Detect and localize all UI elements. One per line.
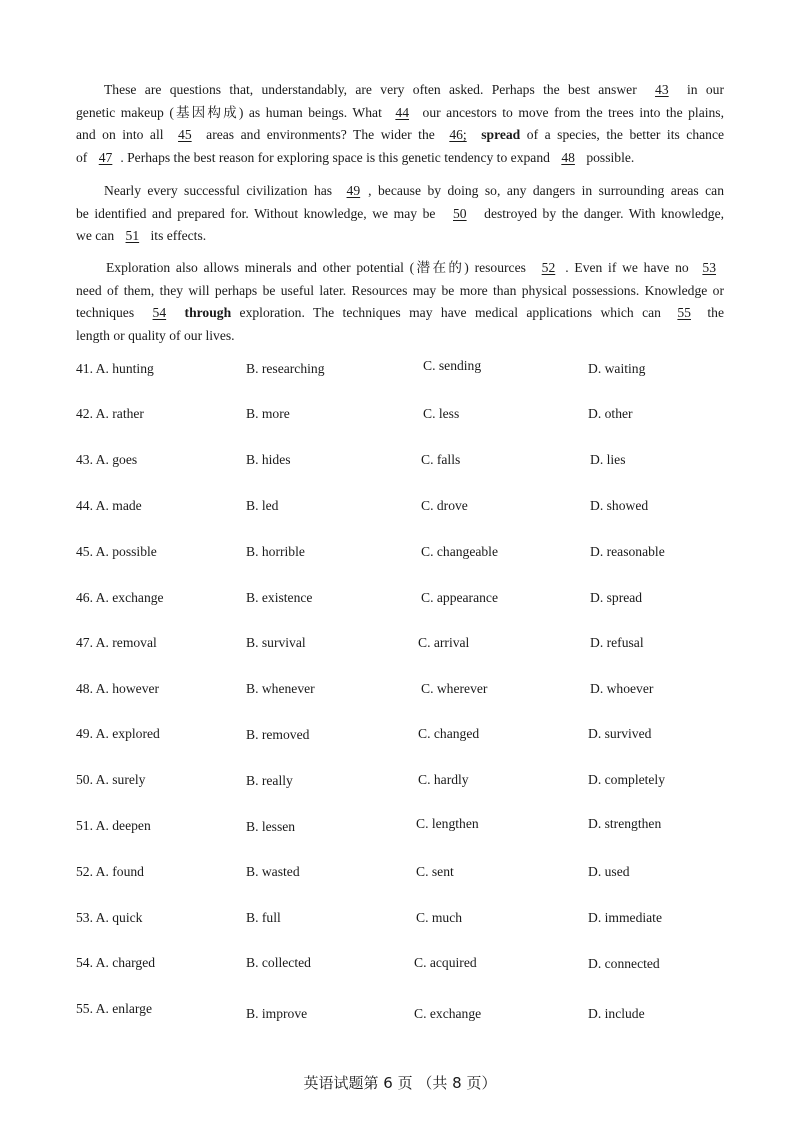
question-47-d: D. refusal: [590, 635, 644, 650]
question-44-b: B. led: [246, 498, 279, 513]
question-47-b: B. survival: [246, 635, 306, 650]
blank-53: 53: [702, 260, 717, 275]
question-42-c: C. less: [423, 406, 460, 421]
question-42-b: B. more: [246, 406, 290, 421]
question-48-a: 48. A. however: [76, 681, 160, 696]
question-54-d: D. connected: [588, 956, 660, 971]
question-51-d: D. strengthen: [588, 816, 662, 831]
blank-50: 50: [453, 205, 467, 221]
question-52-c: C. sent: [416, 864, 454, 879]
question-42-d: D. other: [588, 406, 633, 421]
blank-49: 49: [346, 183, 361, 198]
question-50-c: C. hardly: [418, 772, 469, 787]
question-53-a: 53. A. quick: [76, 910, 143, 925]
passage-paragraph-3: Exploration also allows minerals and other potential (潜在的) resources 52 . Even if we have no 53 need of them, they will perhaps be useful later. Resources may be more than physical possessions. Knowledge or techniques 54 through exploration. The techniques may have medical applications which can 55 the length or quality of our lives.: [76, 260, 724, 343]
question-50-d: D. completely: [588, 772, 666, 787]
page-footer: 英语试题第 6 页 （共 8 页）: [303, 1074, 497, 1092]
question-52-d: D. used: [588, 864, 630, 879]
question-49-b: B. removed: [246, 727, 310, 742]
blank-45: 45: [178, 127, 192, 143]
question-43-b: B. hides: [246, 452, 291, 467]
question-41-d: D. waiting: [588, 361, 646, 376]
question-54-a: 54. A. charged: [76, 955, 156, 970]
question-48-c: C. wherever: [421, 681, 488, 696]
blank-43: 43: [655, 82, 669, 97]
question-53-c: C. much: [416, 910, 463, 925]
question-48-d: D. whoever: [590, 681, 654, 696]
question-47-a: 47. A. removal: [76, 635, 157, 650]
blank-55: 55: [677, 305, 691, 321]
blank-48: 48: [561, 149, 575, 165]
question-46-c: C. appearance: [421, 590, 498, 605]
question-54-b: B. collected: [246, 955, 311, 970]
question-55-b: B. improve: [246, 1006, 308, 1021]
question-55-a: 55. A. enlarge: [76, 1001, 153, 1016]
question-41-c: C. sending: [423, 358, 482, 373]
question-55-c: C. exchange: [414, 1006, 482, 1021]
question-45-c: C. changeable: [421, 544, 498, 559]
blank-44: 44: [395, 104, 409, 120]
question-54-c: C. acquired: [414, 955, 477, 970]
question-47-c: C. arrival: [418, 635, 470, 650]
question-43-d: D. lies: [590, 452, 626, 467]
question-49-c: C. changed: [418, 726, 480, 741]
question-55-d: D. include: [588, 1006, 645, 1021]
question-41-a: 41. A. hunting: [76, 361, 154, 376]
question-48-b: B. whenever: [246, 681, 315, 696]
question-50-a: 50. A. surely: [76, 772, 146, 787]
blank-51: 51: [125, 228, 140, 244]
question-52-a: 52. A. found: [76, 864, 144, 879]
question-45-b: B. horrible: [246, 544, 305, 559]
blank-47: 47: [98, 149, 113, 165]
question-43-a: 43. A. goes: [76, 452, 138, 467]
blank-54: 54: [152, 305, 167, 321]
question-53-b: B. full: [246, 910, 281, 925]
question-46-b: B. existence: [246, 590, 313, 605]
question-46-a: 46. A. exchange: [76, 590, 164, 605]
question-41-b: B. researching: [246, 361, 325, 376]
question-51-c: C. lengthen: [416, 816, 479, 831]
question-49-d: D. survived: [588, 726, 652, 741]
passage-paragraph-1: These are questions that, understandably, are very often asked. Perhaps the best answer 43 in our genetic makeup (基因构成) as human beings. What 44 our ancestors to move from the trees into the plains, and on into all 45 areas and environments? The wider the 46; spread of a species, the better its chance of 47 . Perhaps the best reason for exploring space is this genetic tendency to expand 48 possible.: [76, 82, 725, 165]
blank-52: 52: [541, 260, 556, 275]
blank-46: 46;: [449, 127, 467, 143]
question-53-d: D. immediate: [588, 910, 662, 925]
question-43-c: C. falls: [421, 452, 461, 467]
question-45-a: 45. A. possible: [76, 544, 157, 559]
question-44-d: D. showed: [590, 498, 649, 513]
question-42-a: 42. A. rather: [76, 406, 144, 421]
question-44-a: 44. A. made: [76, 498, 142, 513]
question-45-d: D. reasonable: [590, 544, 665, 559]
question-51-b: B. lessen: [246, 819, 296, 834]
passage-paragraph-2: Nearly every successful civilization has 49 , because by doing so, any dangers in surrounding areas can be identified and prepared for. Without knowledge, we may be 50 destroyed by the danger. With knowledge, we can 51 its effects.: [76, 183, 725, 244]
question-50-b: B. really: [246, 773, 293, 788]
question-51-a: 51. A. deepen: [76, 818, 151, 833]
question-49-a: 49. A. explored: [76, 726, 160, 741]
question-52-b: B. wasted: [246, 864, 300, 879]
question-46-d: D. spread: [590, 590, 643, 605]
question-44-c: C. drove: [421, 498, 468, 513]
